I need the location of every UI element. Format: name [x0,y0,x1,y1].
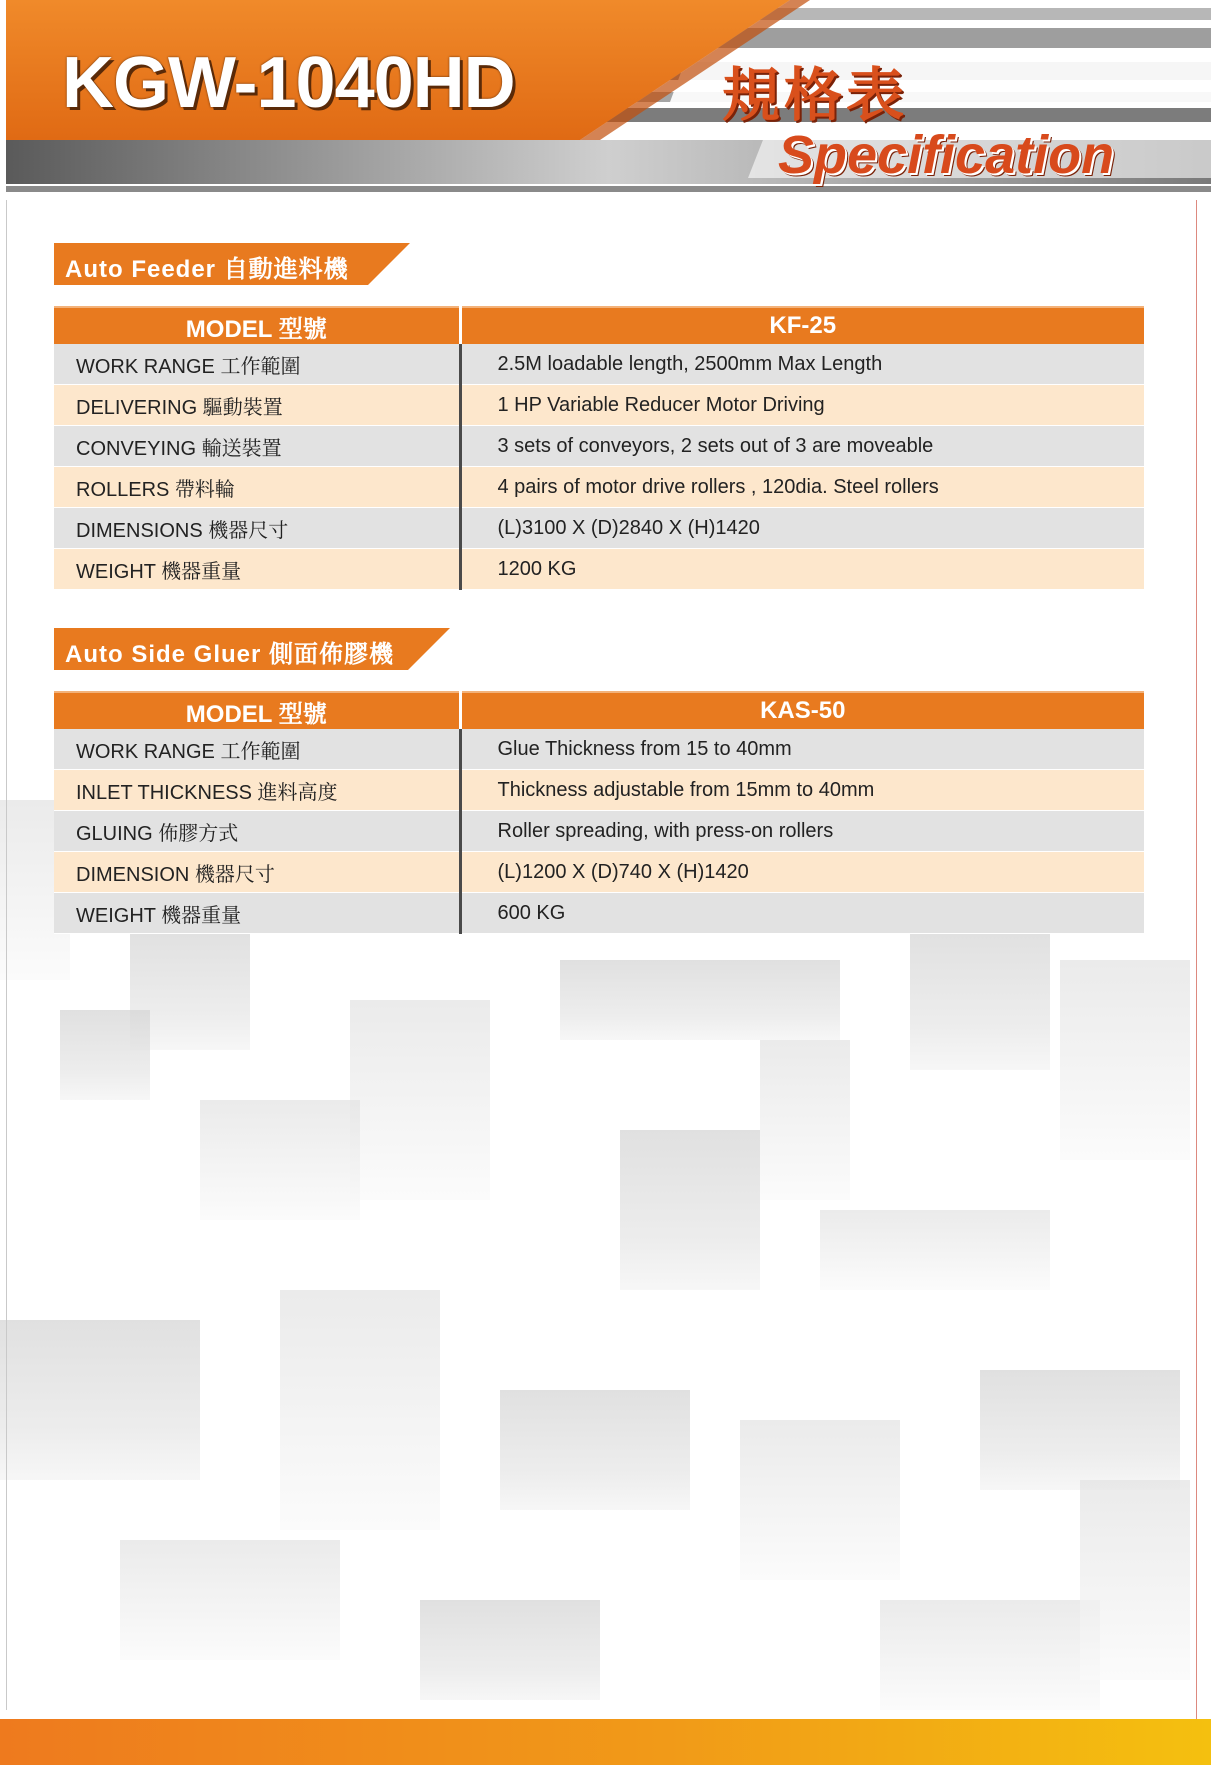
spec-value: Glue Thickness from 15 to 40mm [460,729,1144,770]
spec-value: 1 HP Variable Reducer Motor Driving [460,385,1144,426]
spec-title-chinese: 規格表 [722,63,909,128]
spec-label: GLUING 佈膠方式 [54,811,460,852]
table-row [54,852,1144,893]
table-header-row [54,692,1144,729]
table-row [54,811,1144,852]
spec-table-auto-side-gluer [54,691,1144,934]
spec-value: (L)3100 X (D)2840 X (H)1420 [460,508,1144,549]
table-row [54,770,1144,811]
spec-value: 3 sets of conveyors, 2 sets out of 3 are moveable [460,426,1144,467]
spec-table-auto-feeder [54,306,1144,590]
model-header: MODEL 型號 [54,307,460,344]
table-row [54,893,1144,934]
spec-value: Roller spreading, with press-on rollers [460,811,1144,852]
section-title: Auto Feeder 自動進料機 [65,256,349,283]
spec-label: ROLLERS 帶料輪 [54,467,460,508]
spec-title-english: Specification [778,125,1115,185]
section-label-auto-side-gluer [54,628,450,670]
table-row [54,508,1144,549]
spec-label: DIMENSIONS 機器尺寸 [54,508,460,549]
table-row [54,344,1144,385]
page-frame-left [6,190,7,1710]
spec-label: WORK RANGE 工作範圍 [54,344,460,385]
footer-bar [0,1719,1211,1765]
spec-label: CONVEYING 輸送裝置 [54,426,460,467]
table-row [54,426,1144,467]
model-value: KF-25 [460,307,1144,344]
model-value: KAS-50 [460,692,1144,729]
spec-label: WEIGHT 機器重量 [54,549,460,590]
model-header: MODEL 型號 [54,692,460,729]
spec-label: INLET THICKNESS 進料高度 [54,770,460,811]
header-banner [0,0,1211,200]
table-row [54,729,1144,770]
model-title: KGW-1040HD [62,43,515,123]
spec-value: 2.5M loadable length, 2500mm Max Length [460,344,1144,385]
table-row [54,385,1144,426]
section-label-auto-feeder [54,243,410,285]
table-row [54,549,1144,590]
spec-value: 4 pairs of motor drive rollers , 120dia. Steel rollers [460,467,1144,508]
spec-label: WORK RANGE 工作範圍 [54,729,460,770]
spec-value: 600 KG [460,893,1144,934]
spec-value: Thickness adjustable from 15mm to 40mm [460,770,1144,811]
table-header-row [54,307,1144,344]
spec-value: (L)1200 X (D)740 X (H)1420 [460,852,1144,893]
spec-value: 1200 KG [460,549,1144,590]
table-row [54,467,1144,508]
section-title: Auto Side Gluer 側面佈膠機 [65,641,395,668]
spec-label: DELIVERING 驅動裝置 [54,385,460,426]
spec-label: DIMENSION 機器尺寸 [54,852,460,893]
spec-label: WEIGHT 機器重量 [54,893,460,934]
page-frame-right [1196,0,1197,1720]
